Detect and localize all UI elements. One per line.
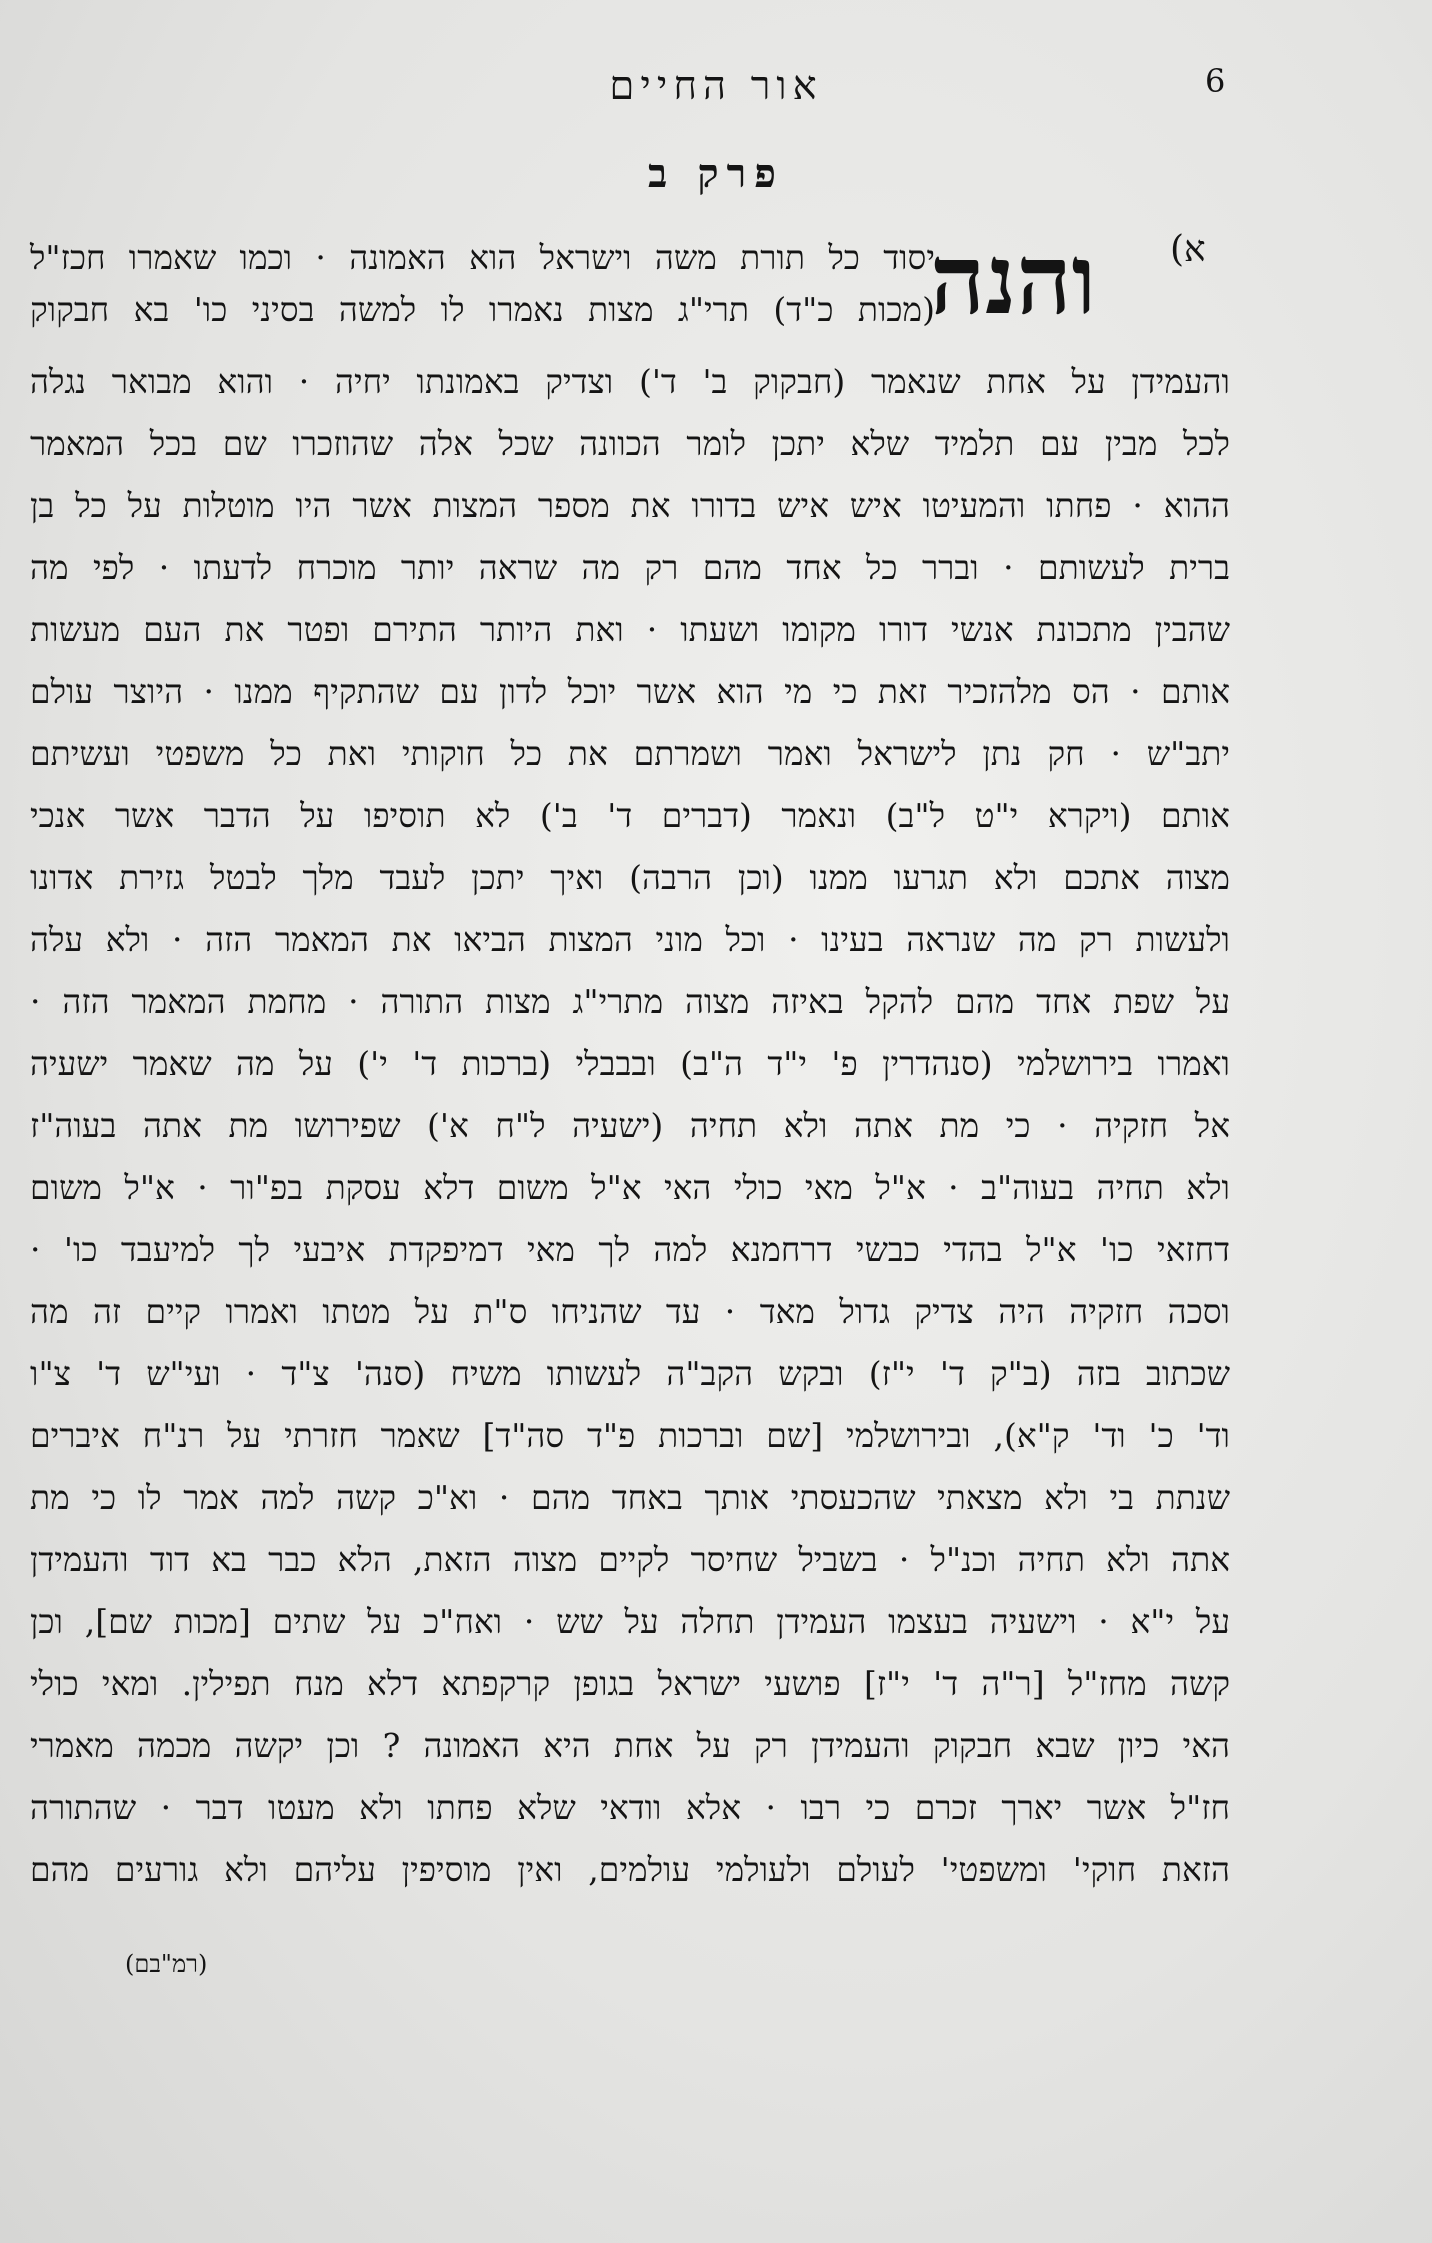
page-number: 6 — [1205, 62, 1226, 100]
text-line: ולא תחיה בעוה"ב · א"ל מאי כולי האי א"ל משום דלא עסקת בפ"ור · א"ל משום — [30, 1168, 1230, 1207]
text-line: על י"א · וישעיה בעצמו העמידן תחלה על שש · ואח"כ על שתים [מכות שם], וכן — [30, 1602, 1230, 1641]
text-line: אל חזקיה · כי מת אתה ולא תחיה (ישעיה ל"ח א') שפירושו מת אתה בעוה"ז — [30, 1106, 1230, 1145]
text-line: שנתת בי ולא מצאתי שהכעסתי אותך באחד מהם · וא"כ קשה למה אמר לו כי מת — [30, 1478, 1230, 1517]
text-line: קשה מחז"ל [ר"ה ד' י"ז] פושעי ישראל בגופן קרקפתא דלא מנח תפילין. ומאי כולי — [30, 1664, 1230, 1703]
text-line: לכל מבין עם תלמיד שלא יתכן לומר הכוונה שכל אלה שהוזכרו שם בכל המאמר — [30, 424, 1230, 463]
opening-word: והנה — [930, 223, 1097, 336]
text-line: מצוה אתכם ולא תגרעו ממנו (וכן הרבה) ואיך יתכן לעבד מלך לבטל גזירת אדונו — [30, 858, 1230, 897]
text-line: יסוד כל תורת משה וישראל הוא האמונה · וכמו שאמרו חכז"ל — [30, 238, 935, 277]
text-line: הזאת חוקי' ומשפטי' לעולם ולעולמי עולמים, ואין מוסיפין עליהם ולא גורעים מהם — [30, 1850, 1230, 1889]
text-line: וד' כ' וד' ק"א), ובירושלמי [שם וברכות פ"ד סה"ד] שאמר חזרתי על רנ"ח איברים — [30, 1416, 1230, 1455]
text-line: שכתוב בזה (ב"ק ד' י"ז) ובקש הקב"ה לעשותו משיח (סנה' צ"ד · ועי"ש ד' צ"ו — [30, 1354, 1230, 1393]
chapter-heading: פרק ב — [647, 150, 784, 197]
text-line: חז"ל אשר יארך זכרם כי רבו · אלא וודאי שלא פחתו ולא מעטו דבר · שהתורה — [30, 1788, 1230, 1827]
running-header-title: אור החיים — [609, 63, 823, 109]
text-line: (מכות כ"ד) תרי"ג מצות נאמרו לו למשה בסיני כו' בא חבקוק — [30, 290, 935, 329]
text-line: אתה ולא תחיה וכנ"ל · בשביל שחיסר לקיים מצוה הזאת, הלא כבר בא דוד והעמידן — [30, 1540, 1230, 1579]
text-line: והעמידן על אחת שנאמר (חבקוק ב' ד') וצדיק באמונתו יחיה · והוא מבואר נגלה — [30, 362, 1230, 401]
paragraph-marker: א) — [1170, 229, 1206, 270]
text-line: יתב"ש · חק נתן לישראל ואמר ושמרתם את כל חוקותי ואת כל משפטי ועשיתם — [30, 734, 1230, 773]
text-line: על שפת אחד מהם להקל באיזה מצוה מתרי"ג מצות התורה · מחמת המאמר הזה · — [30, 982, 1230, 1021]
text-line: אותם (ויקרא י"ט ל"ב) ונאמר (דברים ד' ב') לא תוסיפו על הדבר אשר אנכי — [30, 796, 1230, 835]
text-line: ואמרו בירושלמי (סנהדרין פ' י"ד ה"ב) ובבבלי (ברכות ד' י') על מה שאמר ישעיה — [30, 1044, 1230, 1083]
text-line: ברית לעשותם · וברר כל אחד מהם רק מה שראה יותר מוכרח לדעתו · לפי מה — [30, 548, 1230, 587]
catchword: (רמ"בם) — [125, 1950, 208, 1978]
text-line: האי כיון שבא חבקוק והעמידן רק על אחת היא האמונה ? וכן יקשה מכמה מאמרי — [30, 1726, 1230, 1765]
text-line: ולעשות רק מה שנראה בעינו · וכל מוני המצות הביאו את המאמר הזה · ולא עלה — [30, 920, 1230, 959]
text-line: דחזאי כו' א"ל בהדי כבשי דרחמנא למה לך מאי דמיפקדת איבעי לך למיעבד כו' · — [30, 1230, 1230, 1269]
text-line: שהבין מתכונת אנשי דורו מקומו ושעתו · ואת היותר התירם ופטר את העם מעשות — [30, 610, 1230, 649]
text-line: אותם · הס מלהזכיר זאת כי מי הוא אשר יוכל לדון עם שהתקיף ממנו · היוצר עולם — [30, 672, 1230, 711]
text-line: ההוא · פחתו והמעיטו איש איש בדורו את מספר המצות אשר היו מוטלות על כל בן — [30, 486, 1230, 525]
text-line: וסכה חזקיה היה צדיק גדול מאד · עד שהניחו ס"ת על מטתו ואמרו קיים זה מה — [30, 1292, 1230, 1331]
